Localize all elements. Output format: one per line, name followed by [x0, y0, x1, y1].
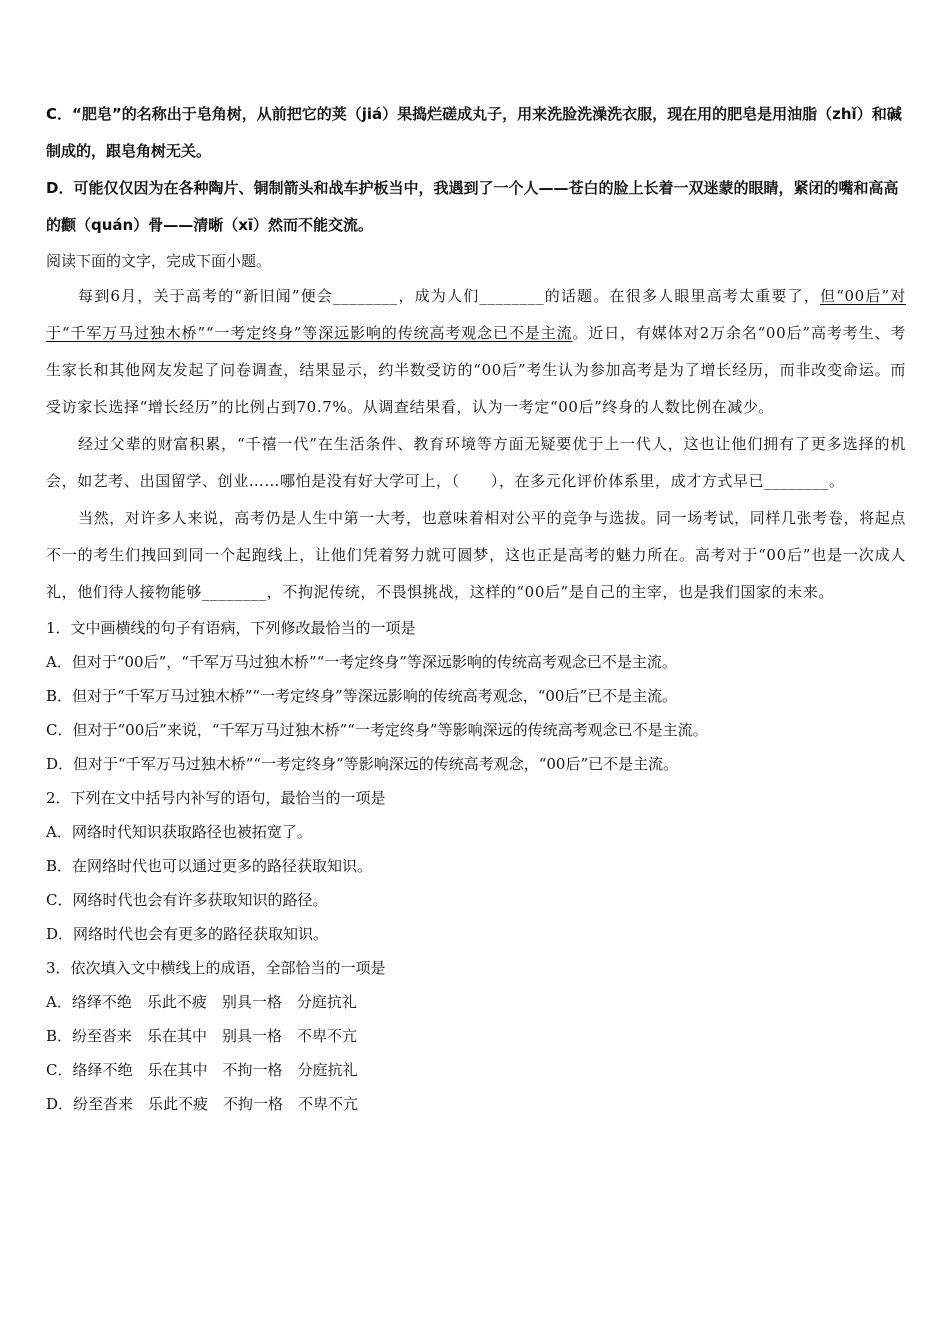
question-2-option-b: B．在网络时代也可以通过更多的路径获取知识。: [46, 857, 373, 875]
question-3-option-d: D．纷至沓来 乐此不疲 不拘一格 不卑不亢: [46, 1095, 359, 1113]
question-1-option-d: D．但对于“千军万马过独木桥”“一考定终身”等影响深远的传统高考观念，“00后”已不是主流。: [46, 755, 679, 773]
passage-p1-end: 。近日，有媒体对2万余名“00后”高考考生、考生家长和其他网友发起了问卷调查，结果显示，约半数受访的“00后”考生认为参加高考是为了增长经历，而非改变命运。而受访家长选择“增长经历”的比例占到70.7%。从调查结果看，认为一考定“00后”终身的人数比例在减少。: [46, 324, 906, 416]
reading-passage: [46, 278, 906, 611]
passage-paragraph-2: 经过父辈的财富积累，“千禧一代”在生活条件、教育环境等方面无疑要优于上一代人，这也让他们拥有了更多选择的机会，如艺考、出国留学、创业……哪怕是没有好大学可上，（ ），在多元化评价体系里，成才方式早已________。: [46, 435, 906, 490]
passage-paragraph-3: 当然，对许多人来说，高考仍是人生中第一大考，也意味着相对公平的竞争与选拔。同一场考试，同样几张考卷，将起点不一的考生们拽回到同一个起跑线上，让他们凭着努力就可圆梦，这也正是高考的魅力所在。高考对于“00后”也是一次成人礼，他们待人接物能够________，不拘泥传统，不畏惧挑战，这样的“00后”是自己的主宰，也是我们国家的未来。: [46, 509, 906, 601]
question-1-option-c: C．但对于“00后”来说，“千军万马过独木桥”“一考定终身”等影响深远的传统高考观念已不是主流。: [46, 721, 708, 739]
question-2-option-a: A．网络时代知识获取路径也被拓宽了。: [46, 823, 312, 841]
question-2-stem: 2．下列在文中括号内补写的语句，最恰当的一项是: [46, 789, 386, 807]
question-1-stem: 1．文中画横线的句子有语病，下列修改最恰当的一项是: [46, 619, 416, 637]
question-3-option-b: B．纷至沓来 乐在其中 别具一格 不卑不亢: [46, 1027, 358, 1045]
exam-page: [46, 96, 906, 1121]
question-2: [46, 781, 906, 951]
prev-option-d-label: D．: [46, 179, 74, 197]
question-2-option-d: D．网络时代也会有更多的路径获取知识。: [46, 925, 329, 943]
question-2-option-c: C．网络时代也会有许多获取知识的路径。: [46, 891, 328, 909]
question-3: [46, 951, 906, 1121]
prev-option-d-text: 可能仅仅因为在各种陶片、铜制箭头和战车护板当中，我遇到了一个人——苍白的脸上长着一双迷蒙的眼睛，紧闭的嘴和高高的颧（quán）骨——清晰（xī）然而不能交流。: [46, 179, 899, 234]
question-3-stem: 3．依次填入文中横线上的成语，全部恰当的一项是: [46, 959, 386, 977]
prev-option-c: [46, 96, 906, 170]
underlined-sentence: 但“00后”对于“千军万马过独木桥”“一考定终身”等深远影响的传统高考观念已不是主流: [46, 287, 906, 342]
question-1-option-b: B．但对于“千军万马过独木桥”“一考定终身”等深远影响的传统高考观念，“00后”已不是主流。: [46, 687, 678, 705]
reading-instruction: 阅读下面的文字，完成下面小题。: [46, 252, 272, 270]
question-3-option-a: A．络绎不绝 乐此不疲 别具一格 分庭抗礼: [46, 993, 357, 1011]
question-1-option-a: A．但对于“00后”，“千军万马过独木桥”“一考定终身”等深远影响的传统高考观念已不是主流。: [46, 653, 677, 671]
prev-option-c-text: “肥皂”的名称出于皂角树，从前把它的荚（jiá）果捣烂磋成丸子，用来洗脸洗澡洗衣服，现在用的肥皂是用油脂（zhǐ）和碱制成的，跟皂角树无关。: [46, 105, 902, 160]
question-3-option-c: C．络绎不绝 乐在其中 不拘一格 分庭抗礼: [46, 1061, 358, 1079]
question-1: [46, 611, 906, 781]
prev-option-c-label: C．: [46, 105, 73, 123]
passage-p1-start: 每到6月，关于高考的“新旧闻”便会________，成为人们________的话题。在很多人眼里高考太重要了，: [78, 287, 821, 305]
prev-option-d: [46, 170, 906, 244]
passage-paragraph-1: [46, 278, 906, 426]
